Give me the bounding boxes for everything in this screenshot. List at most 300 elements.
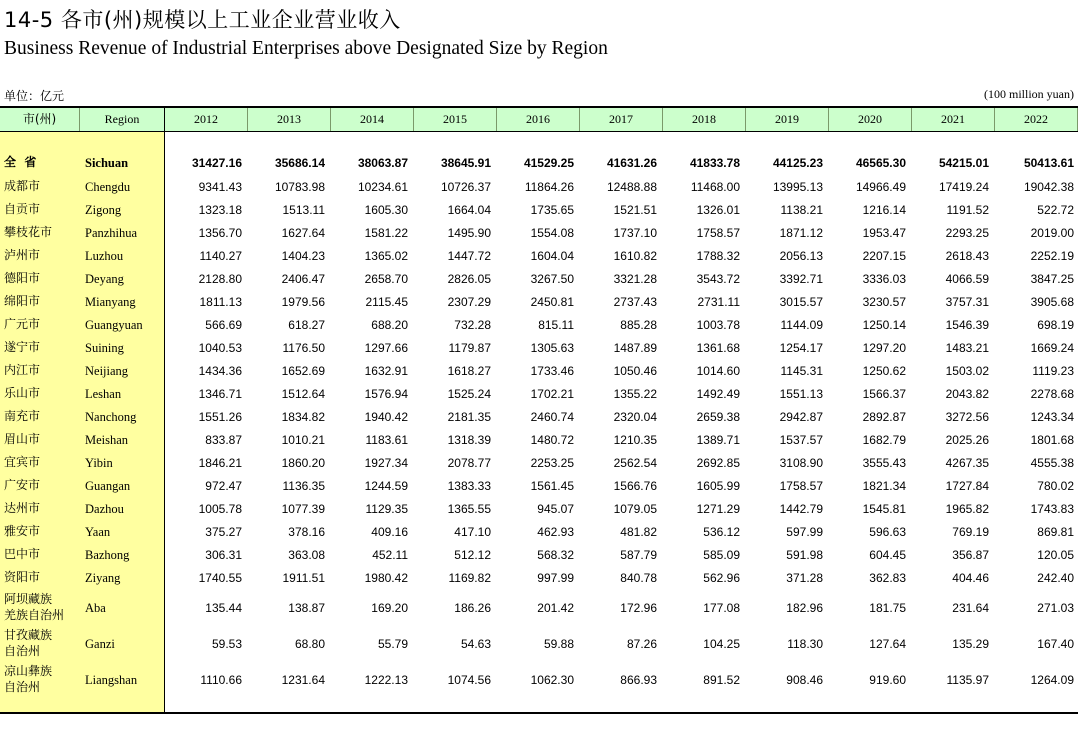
revenue-value: 2128.80	[198, 272, 242, 286]
revenue-value: 1014.60	[696, 364, 740, 378]
revenue-value: 769.19	[952, 525, 989, 539]
revenue-value: 1512.64	[281, 387, 325, 401]
table-bottom-rule	[0, 712, 1078, 714]
table-row	[0, 153, 1078, 171]
region-name-english: Neijiang	[85, 364, 129, 378]
table-row	[0, 522, 1078, 540]
revenue-value: 1179.87	[448, 341, 491, 355]
revenue-value: 891.52	[703, 673, 740, 687]
table-row	[0, 177, 1078, 195]
revenue-value: 127.64	[869, 637, 906, 651]
table-row	[0, 246, 1078, 264]
revenue-value: 1144.09	[780, 318, 823, 332]
region-name-chinese: 全 省	[4, 155, 37, 169]
region-name-english: Deyang	[85, 272, 124, 286]
revenue-value: 1965.82	[945, 502, 989, 516]
region-name-chinese: 达州市	[4, 501, 41, 515]
revenue-value: 68.80	[294, 637, 325, 651]
revenue-value: 2181.35	[447, 410, 491, 424]
table-row	[0, 223, 1078, 241]
revenue-value: 41529.25	[523, 156, 574, 170]
revenue-value: 1652.69	[281, 364, 325, 378]
revenue-value: 3757.31	[945, 295, 989, 309]
revenue-value: 1788.32	[696, 249, 740, 263]
revenue-value: 815.11	[538, 318, 574, 332]
revenue-value: 9341.43	[198, 180, 242, 194]
revenue-value: 2731.11	[697, 295, 740, 309]
revenue-value: 41833.78	[689, 156, 740, 170]
revenue-value: 1250.14	[862, 318, 906, 332]
page-title-chinese: 14-5 各市(州)规模以上工业企业营业收入	[4, 8, 401, 32]
region-name-chinese: 攀枝花市	[4, 225, 53, 239]
revenue-value: 404.46	[952, 571, 989, 585]
revenue-value: 2252.19	[1030, 249, 1074, 263]
region-name-english: Yaan	[85, 525, 111, 539]
revenue-value: 19042.38	[1023, 180, 1074, 194]
revenue-value: 1140.27	[199, 249, 242, 263]
region-name-english: Luzhou	[85, 249, 124, 263]
region-name-chinese: 眉山市	[4, 432, 41, 446]
revenue-value: 10783.98	[274, 180, 325, 194]
revenue-value: 1733.46	[530, 364, 574, 378]
revenue-value: 1136.35	[282, 479, 325, 493]
revenue-value: 3555.43	[862, 456, 906, 470]
revenue-value: 31427.16	[191, 156, 242, 170]
unit-label-english: (100 million yuan)	[984, 87, 1074, 101]
revenue-value: 1222.13	[364, 673, 408, 687]
revenue-value: 1664.04	[447, 203, 491, 217]
revenue-value: 1326.01	[696, 203, 740, 217]
revenue-value: 885.28	[620, 318, 657, 332]
header-year: 2014	[331, 108, 414, 131]
revenue-value: 1077.39	[281, 502, 325, 516]
revenue-value: 417.10	[454, 525, 491, 539]
revenue-value: 869.81	[1037, 525, 1074, 539]
region-name-chinese: 自贡市	[4, 202, 41, 216]
revenue-value: 522.72	[1037, 203, 1074, 217]
revenue-value: 1383.33	[447, 479, 491, 493]
revenue-value: 167.40	[1037, 637, 1074, 651]
revenue-value: 306.31	[205, 548, 242, 562]
header-year: 2016	[497, 108, 580, 131]
revenue-value: 1297.66	[364, 341, 408, 355]
revenue-value: 38063.87	[357, 156, 408, 170]
revenue-value: 2826.05	[447, 272, 491, 286]
revenue-value: 35686.14	[274, 156, 325, 170]
revenue-value: 41631.26	[606, 156, 657, 170]
revenue-value: 1605.99	[696, 479, 740, 493]
revenue-value: 17419.24	[938, 180, 989, 194]
table-row	[0, 663, 1078, 695]
revenue-value: 10234.61	[357, 180, 408, 194]
header-year: 2018	[663, 108, 746, 131]
revenue-value: 2892.87	[862, 410, 906, 424]
region-name-chinese: 甘孜藏族 自治州	[4, 628, 53, 658]
revenue-value: 59.53	[211, 637, 242, 651]
revenue-value: 3336.03	[862, 272, 906, 286]
revenue-value: 135.44	[205, 601, 242, 615]
region-name-chinese: 广元市	[4, 317, 41, 331]
revenue-value: 2043.82	[945, 387, 989, 401]
revenue-value: 118.30	[787, 637, 823, 651]
revenue-value: 1940.42	[364, 410, 408, 424]
revenue-value: 182.96	[786, 601, 823, 615]
revenue-value: 3015.57	[779, 295, 823, 309]
revenue-value: 181.75	[869, 601, 906, 615]
revenue-value: 1297.20	[862, 341, 906, 355]
revenue-value: 1244.59	[364, 479, 408, 493]
revenue-value: 1442.79	[779, 502, 823, 516]
revenue-value: 1604.04	[530, 249, 574, 263]
revenue-value: 1145.31	[780, 364, 823, 378]
revenue-value: 2253.25	[530, 456, 574, 470]
revenue-value: 568.32	[537, 548, 574, 562]
table-row	[0, 315, 1078, 333]
revenue-value: 2450.81	[530, 295, 574, 309]
revenue-value: 1871.12	[779, 226, 823, 240]
revenue-value: 87.26	[626, 637, 657, 651]
revenue-value: 1129.35	[365, 502, 408, 516]
revenue-value: 1365.55	[447, 502, 491, 516]
region-name-english: Aba	[85, 601, 106, 615]
revenue-value: 1979.56	[281, 295, 325, 309]
revenue-value: 378.16	[288, 525, 325, 539]
revenue-value: 597.99	[786, 525, 823, 539]
revenue-value: 2056.13	[779, 249, 823, 263]
revenue-value: 10726.37	[440, 180, 491, 194]
revenue-value: 2078.77	[447, 456, 491, 470]
revenue-value: 50413.61	[1023, 156, 1074, 170]
revenue-value: 3847.25	[1030, 272, 1074, 286]
revenue-value: 1480.72	[530, 433, 574, 447]
revenue-value: 618.27	[288, 318, 325, 332]
revenue-value: 1010.21	[281, 433, 325, 447]
region-name-chinese: 遂宁市	[4, 340, 41, 354]
header-year: 2012	[165, 108, 248, 131]
revenue-value: 1062.30	[530, 673, 574, 687]
revenue-value: 1702.21	[530, 387, 574, 401]
revenue-value: 4066.59	[945, 272, 989, 286]
region-name-chinese: 绵阳市	[4, 294, 41, 308]
revenue-value: 1513.11	[282, 203, 325, 217]
region-name-english: Nanchong	[85, 410, 137, 424]
revenue-value: 3392.71	[779, 272, 823, 286]
revenue-value: 1561.45	[530, 479, 574, 493]
region-name-chinese: 广安市	[4, 478, 41, 492]
revenue-value: 2320.04	[613, 410, 657, 424]
revenue-value: 512.12	[454, 548, 491, 562]
revenue-value: 177.08	[703, 601, 740, 615]
revenue-value: 55.79	[377, 637, 408, 651]
revenue-value: 1216.14	[862, 203, 906, 217]
revenue-value: 698.19	[1037, 318, 1074, 332]
revenue-value: 1610.82	[613, 249, 657, 263]
revenue-value: 3543.72	[696, 272, 740, 286]
revenue-value: 54.63	[460, 637, 491, 651]
revenue-value: 2737.43	[613, 295, 657, 309]
revenue-value: 2562.54	[613, 456, 657, 470]
revenue-value: 44125.23	[772, 156, 823, 170]
revenue-value: 54215.01	[938, 156, 989, 170]
revenue-value: 481.82	[620, 525, 657, 539]
region-name-english: Panzhihua	[85, 226, 138, 240]
header-city: 市(州)	[0, 108, 80, 131]
revenue-value: 972.47	[205, 479, 242, 493]
revenue-value: 1079.05	[613, 502, 657, 516]
revenue-value: 2207.15	[862, 249, 906, 263]
revenue-value: 2019.00	[1030, 226, 1074, 240]
table-header	[0, 108, 1078, 131]
region-name-chinese: 成都市	[4, 179, 41, 193]
revenue-value: 604.45	[869, 548, 906, 562]
header-year: 2022	[995, 108, 1078, 131]
region-name-english: Guangyuan	[85, 318, 143, 332]
revenue-value: 1669.24	[1030, 341, 1074, 355]
revenue-value: 11468.00	[690, 180, 740, 194]
revenue-value: 1135.97	[946, 673, 989, 687]
revenue-value: 1119.23	[1032, 364, 1074, 378]
revenue-value: 2618.43	[945, 249, 989, 263]
revenue-value: 2406.47	[281, 272, 325, 286]
revenue-value: 2659.38	[696, 410, 740, 424]
revenue-value: 1576.94	[364, 387, 408, 401]
revenue-value: 1346.71	[198, 387, 242, 401]
revenue-value: 1318.39	[447, 433, 491, 447]
revenue-value: 2025.26	[945, 433, 989, 447]
revenue-value: 1243.34	[1030, 410, 1074, 424]
revenue-value: 1305.63	[530, 341, 574, 355]
revenue-value: 1389.71	[696, 433, 740, 447]
revenue-value: 186.26	[454, 601, 491, 615]
revenue-value: 409.16	[371, 525, 408, 539]
revenue-value: 1566.76	[613, 479, 657, 493]
revenue-value: 1264.09	[1030, 673, 1074, 687]
revenue-value: 1110.66	[200, 673, 242, 687]
revenue-value: 271.03	[1037, 601, 1074, 615]
header-year: 2021	[912, 108, 995, 131]
revenue-value: 1495.90	[447, 226, 491, 240]
revenue-value: 1404.23	[281, 249, 325, 263]
revenue-value: 1169.82	[448, 571, 491, 585]
revenue-value: 919.60	[869, 673, 906, 687]
revenue-value: 587.79	[620, 548, 657, 562]
region-name-english: Mianyang	[85, 295, 136, 309]
revenue-value: 1447.72	[447, 249, 491, 263]
revenue-value: 1758.57	[696, 226, 740, 240]
revenue-value: 231.64	[952, 601, 989, 615]
revenue-value: 1740.55	[198, 571, 242, 585]
region-name-chinese: 内江市	[4, 363, 41, 377]
revenue-value: 375.27	[205, 525, 242, 539]
table-row	[0, 476, 1078, 494]
revenue-value: 1231.64	[281, 673, 325, 687]
revenue-value: 1632.91	[364, 364, 408, 378]
revenue-value: 1138.21	[780, 203, 823, 217]
revenue-value: 172.96	[620, 601, 657, 615]
revenue-value: 14966.49	[855, 180, 906, 194]
revenue-value: 1487.89	[613, 341, 657, 355]
revenue-value: 1546.39	[945, 318, 989, 332]
table-row	[0, 568, 1078, 586]
region-name-english: Ganzi	[85, 637, 115, 651]
revenue-value: 356.87	[952, 548, 989, 562]
table-row	[0, 453, 1078, 471]
revenue-value: 1545.81	[862, 502, 906, 516]
revenue-value: 1176.50	[282, 341, 325, 355]
revenue-value: 1566.37	[862, 387, 906, 401]
revenue-value: 1356.70	[198, 226, 242, 240]
revenue-value: 591.98	[786, 548, 823, 562]
revenue-value: 1005.78	[198, 502, 242, 516]
revenue-value: 1361.68	[696, 341, 740, 355]
region-name-chinese: 阿坝藏族 羌族自治州	[4, 592, 65, 622]
revenue-value: 363.08	[288, 548, 325, 562]
revenue-value: 59.88	[543, 637, 574, 651]
revenue-value: 13995.13	[772, 180, 823, 194]
revenue-value: 1737.10	[613, 226, 657, 240]
table-row	[0, 384, 1078, 402]
revenue-value: 1618.27	[447, 364, 491, 378]
page-title-english: Business Revenue of Industrial Enterprises above Designated Size by Region	[4, 38, 608, 59]
revenue-value: 1210.35	[613, 433, 657, 447]
revenue-value: 833.87	[205, 433, 242, 447]
revenue-value: 997.99	[537, 571, 574, 585]
revenue-value: 2115.45	[365, 295, 408, 309]
header-bottom-rule	[0, 131, 1078, 132]
revenue-value: 104.25	[703, 637, 740, 651]
revenue-value: 1682.79	[862, 433, 906, 447]
region-name-chinese: 南充市	[4, 409, 41, 423]
region-name-english: Liangshan	[85, 673, 138, 687]
revenue-value: 688.20	[371, 318, 408, 332]
table-row	[0, 361, 1078, 379]
region-name-english: Guangan	[85, 479, 131, 493]
revenue-value: 1727.84	[945, 479, 989, 493]
revenue-value: 866.93	[620, 673, 657, 687]
revenue-value: 1074.56	[447, 673, 491, 687]
revenue-value: 1554.08	[530, 226, 574, 240]
region-name-chinese: 德阳市	[4, 271, 41, 285]
header-region: Region	[80, 108, 164, 131]
revenue-value: 3321.28	[613, 272, 657, 286]
revenue-value: 1183.61	[365, 433, 408, 447]
revenue-value: 1503.02	[945, 364, 989, 378]
revenue-value: 2692.85	[696, 456, 740, 470]
revenue-value: 1735.65	[530, 203, 574, 217]
revenue-value: 3108.90	[779, 456, 823, 470]
region-name-chinese: 巴中市	[4, 547, 41, 561]
revenue-value: 1953.47	[862, 226, 906, 240]
table-row	[0, 499, 1078, 517]
revenue-value: 1743.83	[1030, 502, 1074, 516]
table-row	[0, 591, 1078, 623]
region-name-english: Ziyang	[85, 571, 121, 585]
revenue-value: 452.11	[372, 548, 408, 562]
revenue-value: 1980.42	[364, 571, 408, 585]
revenue-value: 1821.34	[862, 479, 906, 493]
revenue-value: 1551.26	[198, 410, 242, 424]
header-year: 2013	[248, 108, 331, 131]
revenue-value: 840.78	[620, 571, 657, 585]
table-row	[0, 292, 1078, 310]
table-row	[0, 430, 1078, 448]
revenue-value: 1434.36	[198, 364, 242, 378]
unit-label-chinese: 单位：亿元	[4, 89, 65, 103]
region-name-chinese: 雅安市	[4, 524, 41, 538]
revenue-value: 1911.51	[282, 571, 325, 585]
revenue-value: 3272.56	[945, 410, 989, 424]
revenue-value: 4555.38	[1030, 456, 1074, 470]
revenue-value: 371.28	[786, 571, 823, 585]
region-name-english: Suining	[85, 341, 124, 355]
table-row	[0, 545, 1078, 563]
header-year: 2017	[580, 108, 663, 131]
revenue-value: 1537.57	[779, 433, 823, 447]
revenue-value: 1492.49	[696, 387, 740, 401]
revenue-value: 169.20	[371, 601, 408, 615]
revenue-value: 462.93	[537, 525, 574, 539]
revenue-value: 1254.17	[779, 341, 823, 355]
revenue-value: 562.96	[703, 571, 740, 585]
revenue-value: 1927.34	[364, 456, 408, 470]
region-name-chinese: 宜宾市	[4, 455, 41, 469]
revenue-value: 1627.64	[281, 226, 325, 240]
region-name-english: Sichuan	[85, 156, 129, 170]
revenue-value: 138.87	[288, 601, 325, 615]
revenue-value: 780.02	[1037, 479, 1074, 493]
revenue-value: 2293.25	[945, 226, 989, 240]
revenue-value: 732.28	[454, 318, 491, 332]
revenue-value: 2278.68	[1030, 387, 1074, 401]
revenue-value: 201.42	[537, 601, 574, 615]
table-row	[0, 627, 1078, 659]
region-name-english: Bazhong	[85, 548, 130, 562]
revenue-value: 1758.57	[779, 479, 823, 493]
header-year: 2015	[414, 108, 497, 131]
revenue-value: 4267.35	[945, 456, 989, 470]
revenue-value: 2942.87	[779, 410, 823, 424]
revenue-value: 1271.29	[696, 502, 740, 516]
revenue-value: 1483.21	[945, 341, 989, 355]
revenue-value: 1846.21	[198, 456, 242, 470]
region-name-chinese: 资阳市	[4, 570, 41, 584]
revenue-value: 945.07	[537, 502, 574, 516]
region-name-english: Leshan	[85, 387, 122, 401]
revenue-value: 1250.62	[862, 364, 906, 378]
table-row	[0, 407, 1078, 425]
revenue-value: 46565.30	[855, 156, 906, 170]
region-name-english: Chengdu	[85, 180, 131, 194]
revenue-value: 536.12	[703, 525, 740, 539]
revenue-value: 566.69	[205, 318, 242, 332]
region-name-chinese: 泸州市	[4, 248, 41, 262]
revenue-value: 596.63	[869, 525, 906, 539]
revenue-value: 1860.20	[281, 456, 325, 470]
revenue-value: 3230.57	[862, 295, 906, 309]
table-row	[0, 200, 1078, 218]
region-name-chinese: 乐山市	[4, 386, 41, 400]
revenue-value: 1834.82	[281, 410, 325, 424]
revenue-value: 362.83	[869, 571, 906, 585]
revenue-value: 1521.51	[613, 203, 657, 217]
revenue-value: 1323.18	[198, 203, 242, 217]
revenue-value: 1605.30	[364, 203, 408, 217]
revenue-value: 3905.68	[1030, 295, 1074, 309]
region-name-english: Meishan	[85, 433, 129, 447]
revenue-value: 1050.46	[613, 364, 657, 378]
region-name-english: Zigong	[85, 203, 122, 217]
table-row	[0, 269, 1078, 287]
